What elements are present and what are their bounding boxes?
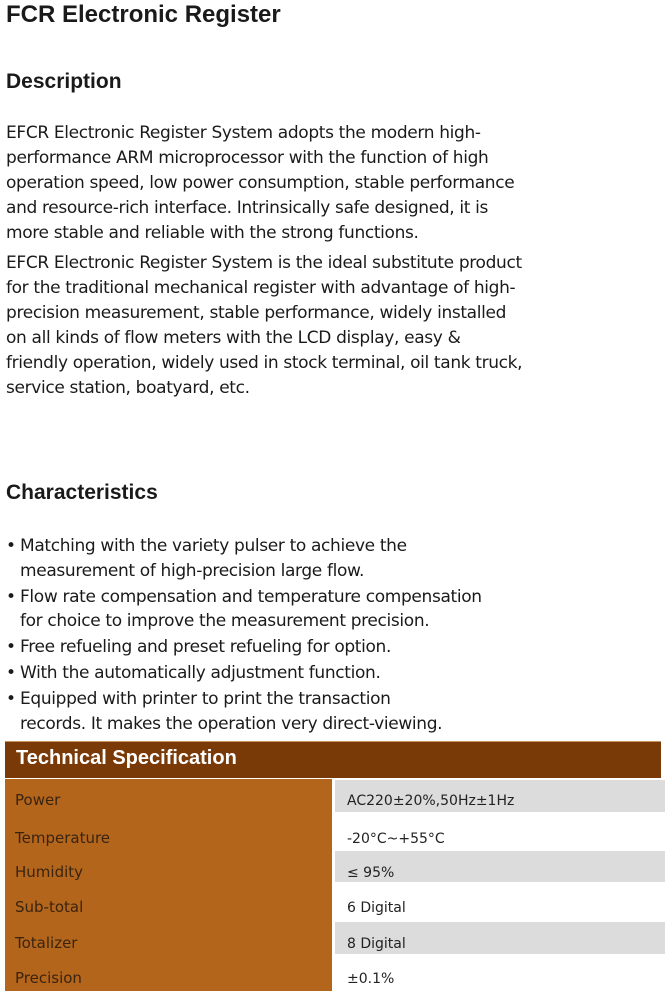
spec-row-totalizer [5, 920, 665, 956]
list-item-line: • With the automatically adjustment function. [20, 663, 381, 683]
spec-label: Humidity [15, 863, 84, 881]
text-line: on all kinds of flow meters with the LCD display, easy & [6, 328, 461, 348]
list-item [6, 534, 566, 583]
spec-label-cell [5, 779, 332, 813]
list-item-line: • Flow rate compensation and temperature compensation [20, 586, 482, 607]
list-item [6, 687, 566, 736]
list-item-line: • Equipped with printer to print the transaction [20, 689, 391, 709]
characteristics-list [6, 534, 566, 738]
spec-value-cell [335, 885, 665, 920]
text-line: precision measurement, stable performance, widely installed [6, 303, 507, 323]
spec-header [5, 741, 661, 778]
spec-row-power [5, 779, 665, 813]
spec-label-cell [5, 851, 332, 885]
spec-label: Precision [15, 969, 82, 987]
spec-label: Totalizer [15, 934, 78, 952]
list-item [6, 635, 566, 660]
spec-label-cell [5, 956, 332, 991]
spec-row-temperature [5, 813, 665, 851]
list-item-line: measurement of high-precision large flow. [20, 560, 365, 581]
page-title: FCR Electronic Register [6, 1, 281, 28]
text-line: EFCR Electronic Register System adopts the modern high- [6, 123, 481, 143]
text-line: and resource-rich interface. Intrinsically safe designed, it is [6, 198, 489, 218]
list-item-line: for choice to improve the measurement precision. [20, 611, 430, 631]
spec-value: -20°C~+55°C [347, 831, 445, 847]
list-item [6, 661, 566, 686]
list-item [6, 585, 566, 634]
spec-value-cell [335, 813, 665, 851]
spec-label-cell [5, 813, 332, 851]
spec-value: ≤ 95% [347, 865, 395, 881]
text-line: friendly operation, widely used in stock terminal, oil tank truck, [6, 353, 523, 373]
text-line: operation speed, low power consumption, stable performance [6, 173, 515, 193]
description-heading: Description [6, 70, 122, 93]
spec-heading: Technical Specification [16, 747, 237, 769]
spec-label: Sub-total [15, 898, 84, 916]
spec-row-humidity [5, 851, 665, 885]
spec-value-cell [335, 779, 665, 813]
spec-label-cell [5, 885, 332, 920]
description-paragraph-2 [6, 251, 606, 401]
spec-value: 6 Digital [347, 900, 406, 916]
list-item-line: • Free refueling and preset refueling for option. [20, 637, 392, 657]
spec-label: Power [15, 791, 61, 809]
text-line: more stable and reliable with the strong functions. [6, 223, 419, 243]
spec-row-precision [5, 956, 665, 991]
list-item-line: • Matching with the variety pulser to achieve the [20, 536, 407, 556]
spec-label-cell [5, 920, 332, 956]
list-item-line: records. It makes the operation very direct-viewing. [20, 713, 443, 734]
spec-value-cell [335, 920, 665, 956]
spec-value: ±0.1% [347, 971, 395, 987]
spec-value: 8 Digital [347, 936, 406, 952]
description-paragraph-1 [6, 121, 606, 246]
characteristics-heading: Characteristics [6, 481, 158, 504]
spec-label: Temperature [15, 829, 111, 847]
spec-value-cell [335, 956, 665, 991]
text-line: for the traditional mechanical register with advantage of high- [6, 278, 516, 298]
spec-row-subtotal [5, 885, 665, 920]
spec-table [5, 779, 665, 991]
text-line: EFCR Electronic Register System is the ideal substitute product [6, 253, 522, 273]
text-line: service station, boatyard, etc. [6, 378, 250, 398]
text-line: performance ARM microprocessor with the function of high [6, 148, 489, 168]
spec-value-cell [335, 851, 665, 885]
spec-value: AC220±20%,50Hz±1Hz [347, 793, 515, 809]
